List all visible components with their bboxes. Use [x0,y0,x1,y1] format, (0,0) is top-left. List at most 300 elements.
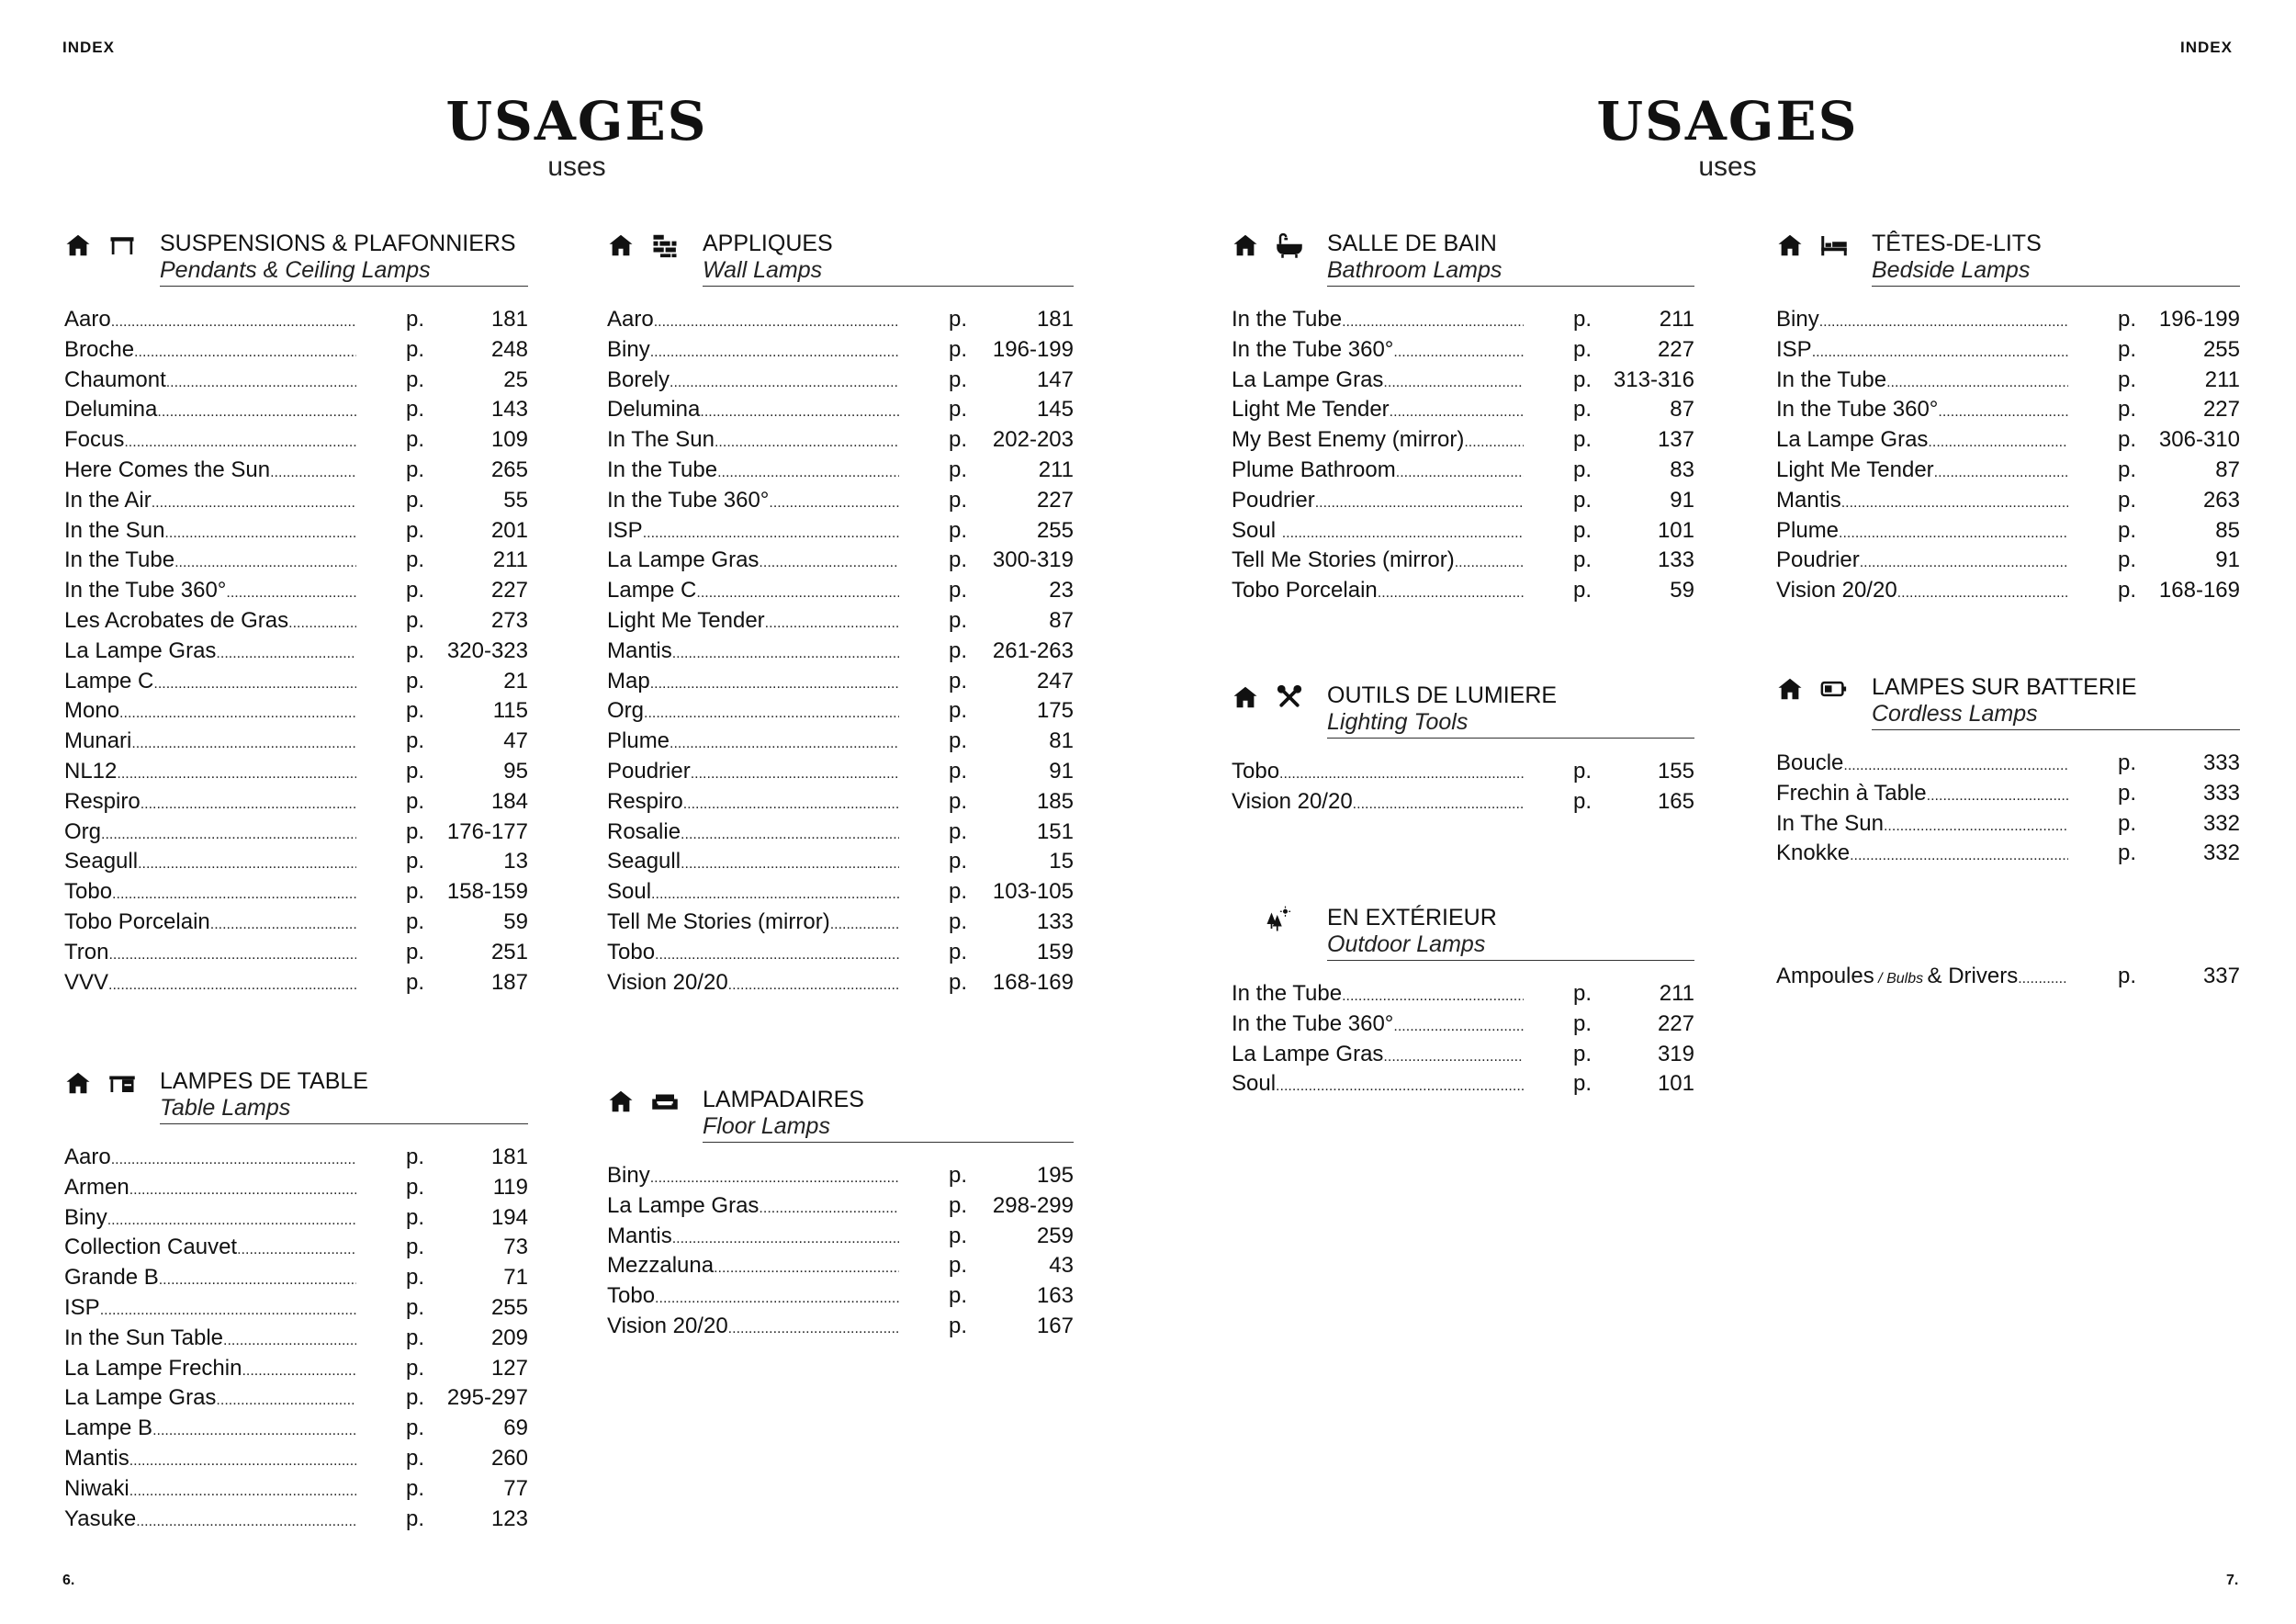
page-number: 159 [1036,939,1074,964]
section-rule [1327,738,1694,739]
page-prefix: p. [406,879,425,905]
entry-name: Mezzaluna ..... [607,1251,899,1283]
entry-name: Soul ..... [1232,1069,1524,1101]
section-icons [607,230,679,261]
index-entry [607,1281,1074,1312]
page-number: 87 [1049,607,1074,633]
page-number: 109 [490,427,528,453]
section-title-fr: LAMPES DE TABLE [160,1068,368,1094]
page-number: 260 [490,1445,528,1471]
home-icon [64,231,92,259]
page-number: 158-159 [446,879,528,905]
page-number: 181 [490,307,528,332]
page-prefix: p. [406,1265,425,1291]
index-entry [1232,456,1694,486]
page-number: 337 [2202,964,2240,988]
entry-name: Tobo Porcelain ..... [64,908,356,940]
index-entry [64,305,528,335]
index-entry [607,1251,1074,1281]
entry-name: In the Tube 360° ..... [1232,335,1524,367]
index-entry [1776,366,2240,396]
page-number: 73 [503,1235,528,1260]
section-outdoor-lamps [1232,904,1694,1097]
entry-list [607,305,1074,998]
entry-list [1776,305,2240,606]
section-title-en: Bedside Lamps [1872,257,2031,283]
page-number: 101 [1657,517,1694,543]
entry-name: In the Tube ..... [607,456,899,488]
page-number: 227 [1657,1010,1694,1036]
index-entry [1232,1040,1694,1070]
page-number: 168-169 [2158,578,2240,603]
page-number: 59 [1670,578,1694,603]
entry-name: Mono ..... [64,696,356,728]
page-prefix: p. [949,1163,968,1188]
section-rule [1327,960,1694,961]
page-prefix: p. [406,307,425,332]
page-number: 255 [1036,517,1074,543]
entry-name: Mantis ..... [1776,486,2068,518]
index-entry [64,1505,528,1535]
section-icons [64,1067,136,1099]
page-prefix: p. [949,668,968,694]
page-number: 319 [1657,1041,1694,1066]
page-prefix: p. [949,758,968,784]
page-prefix: p. [949,607,968,633]
index-entry [1232,787,1694,818]
page-number: 15 [1049,849,1074,874]
section-rule [160,286,528,287]
index-entry [607,425,1074,456]
index-entry [1776,456,2240,486]
entry-name: VVV ..... [64,968,356,1000]
page-number: 168-169 [992,969,1074,995]
page-prefix: p. [2118,840,2137,866]
index-entry [607,818,1074,848]
desk-icon [108,1069,136,1097]
page-number-left: 6. [62,1573,75,1588]
index-entry [64,847,528,877]
page-prefix: p. [406,1445,425,1471]
page-number: 332 [2202,840,2240,866]
entry-name: Tobo ..... [607,1281,899,1314]
brick-wall-icon [651,231,679,259]
entry-name: La Lampe Gras ..... [64,637,356,669]
page-number: 211 [2204,367,2240,392]
page-number: 211 [1659,981,1694,1006]
index-entry [1232,576,1694,606]
page-number: 71 [503,1265,528,1291]
page-prefix: p. [2118,810,2137,836]
entry-name: Yasuke ..... [64,1505,356,1537]
page-prefix: p. [406,397,425,423]
page-prefix: p. [949,1223,968,1248]
page-number: 255 [490,1294,528,1320]
entry-name: Frechin à Table ..... [1776,779,2068,811]
page-prefix: p. [2118,336,2137,362]
page-number: 248 [490,336,528,362]
entry-list [64,305,528,998]
index-entry [1776,546,2240,576]
index-entry [64,1143,528,1173]
section-header [1232,230,1694,285]
entry-name: Mantis ..... [607,1222,899,1254]
entry-name: In the Tube ..... [1232,305,1524,337]
index-entry [1232,395,1694,425]
page-prefix: p. [1573,547,1593,573]
entry-name: Tell Me Stories (mirror) ..... [1232,546,1524,578]
index-entry [607,606,1074,637]
entry-name: Soul ..... [1232,516,1524,548]
entry-name: In the Tube ..... [64,546,356,578]
index-entry [1232,757,1694,787]
entry-name: Mantis ..... [607,637,899,669]
index-entry [607,787,1074,818]
page-prefix: p. [2118,547,2137,573]
page-number: 211 [492,547,528,573]
entry-name: In the Sun ..... [64,516,356,548]
entry-name: Seagull ..... [607,847,899,879]
index-entry [1776,395,2240,425]
index-entry [607,968,1074,998]
page-number: 263 [2202,487,2240,513]
home-icon [607,1088,635,1115]
page-number: 91 [2215,547,2240,573]
index-entry [64,1474,528,1505]
index-entry [1776,516,2240,547]
entry-name: Les Acrobates de Gras ..... [64,606,356,638]
index-entry [64,576,528,606]
index-entry [607,456,1074,486]
section-title-fr: APPLIQUES [703,231,833,256]
page-prefix: p. [1573,759,1593,784]
page-prefix: p. [949,1192,968,1218]
section-rule [703,286,1074,287]
page-prefix: p. [406,908,425,934]
entry-name: Collection Cauvet ..... [64,1233,356,1265]
page-prefix: p. [949,517,968,543]
page-title-left [384,92,770,184]
page-number: 181 [1036,307,1074,332]
index-entry [607,516,1074,547]
page-number: 85 [2215,517,2240,543]
page-prefix: p. [2118,457,2137,482]
page-prefix: p. [1573,367,1593,392]
page-prefix: p. [1573,397,1593,423]
entry-name: NL12 ..... [64,757,356,789]
page-number: 133 [1657,547,1694,573]
page-number: 145 [1036,397,1074,423]
page-number: 123 [490,1506,528,1531]
index-entry [64,727,528,757]
entry-name: Lampe B ..... [64,1414,356,1446]
page-number: 25 [503,367,528,392]
page-number: 43 [1049,1253,1074,1279]
page-prefix: p. [2118,517,2137,543]
home-icon [1232,683,1259,711]
page-prefix: p. [1573,336,1593,362]
page-number: 47 [503,728,528,754]
page-number: 333 [2202,750,2240,775]
entry-name: Map ..... [607,667,899,699]
section-title [1327,904,1694,957]
entry-name: Aaro ..... [64,305,356,337]
page-number: 155 [1657,759,1694,784]
home-icon [607,231,635,259]
page-number: 95 [503,758,528,784]
entry-name: In the Tube 360° ..... [1232,1009,1524,1042]
index-entry [607,1161,1074,1191]
page-prefix: p. [406,487,425,513]
entry-name: Soul ..... [607,877,899,909]
index-entry [1232,486,1694,516]
entry-name: Vision 20/20 ..... [1776,576,2068,608]
entry-name: La Lampe Gras ..... [1776,425,2068,457]
page-prefix: p. [949,427,968,453]
index-entry [607,908,1074,938]
pendant-lamp-icon [108,231,136,259]
index-entry [64,516,528,547]
index-entry [64,395,528,425]
section-title-en: Floor Lamps [703,1113,830,1139]
entry-name: In the Sun Table ..... [64,1324,356,1356]
page-prefix: p. [1573,1071,1593,1097]
page-number: 69 [503,1415,528,1441]
page-prefix: p. [406,788,425,814]
page-number: 298-299 [992,1192,1074,1218]
index-entry [1232,546,1694,576]
page-prefix: p. [949,1253,968,1279]
page-prefix: p. [949,1283,968,1309]
index-entry [64,1203,528,1234]
sofa-icon [651,1088,679,1115]
index-entry [64,968,528,998]
entry-name: La Lampe Gras ..... [607,546,899,578]
page-number: 227 [1036,487,1074,513]
index-entry [1232,979,1694,1009]
entry-name: Aaro ..... [64,1143,356,1175]
page-prefix: p. [406,336,425,362]
section-icons [1232,230,1303,261]
page-prefix: p. [949,849,968,874]
page-prefix: p. [949,578,968,603]
entry-name: La Lampe Frechin ..... [64,1354,356,1386]
section-lighting-tools [1232,682,1694,814]
page-number: 265 [490,457,528,482]
index-entry [607,1191,1074,1222]
title-main: USAGES [445,90,708,152]
title-sub: uses [1698,152,1757,182]
entry-name: La Lampe Gras ..... [1232,366,1524,398]
page-prefix: p. [949,818,968,844]
page-number: 133 [1036,908,1074,934]
page-number: 115 [492,698,528,724]
page-prefix: p. [949,908,968,934]
page-number: 332 [2202,810,2240,836]
entry-list [607,1161,1074,1342]
section-title [1872,673,2240,727]
page-number: 181 [490,1145,528,1169]
page-number: 259 [1036,1223,1074,1248]
page-number: 187 [490,969,528,995]
section-title [160,230,528,283]
index-entry [607,1312,1074,1342]
entry-name: Tobo ..... [64,877,356,909]
entry-name: Delumina ..... [607,395,899,427]
trees-sun-icon [1265,906,1292,933]
index-entry [1776,576,2240,606]
page-prefix: p. [949,397,968,423]
tools-icon [1276,683,1303,711]
page-number: 21 [503,668,528,694]
page-prefix: p. [949,367,968,392]
page-prefix: p. [406,1235,425,1260]
index-entry [607,727,1074,757]
entry-list [1232,305,1694,606]
index-entry [607,877,1074,908]
entry-name: Focus ..... [64,425,356,457]
index-entry [1232,335,1694,366]
page-number: 273 [490,607,528,633]
section-header [64,1067,528,1122]
page-prefix: p. [949,939,968,964]
entry-name: Lampe C ..... [64,667,356,699]
entry-name: Armen ..... [64,1173,356,1205]
section-title-en: Pendants & Ceiling Lamps [160,257,431,283]
entry-name: Tobo ..... [1232,757,1524,789]
page-number: 227 [490,578,528,603]
index-entry [64,667,528,697]
page-prefix: p. [406,849,425,874]
page-prefix: p. [406,1294,425,1320]
section-title [703,230,1074,283]
page-prefix: p. [406,1385,425,1411]
page-title-right [1535,92,1920,184]
page-prefix: p. [1573,1010,1593,1036]
index-entry [1776,779,2240,809]
title-sub: uses [547,152,606,182]
entry-name: Org ..... [64,818,356,850]
page-number: 23 [1049,578,1074,603]
index-entry [64,1324,528,1354]
section-header [607,1086,1074,1141]
page-number: 59 [503,908,528,934]
section-title-fr: LAMPES SUR BATTERIE [1872,674,2137,700]
section-wall-lamps [607,230,1074,995]
page-prefix: p. [1573,788,1593,814]
page-number: 91 [1049,758,1074,784]
home-icon [1776,231,1804,259]
page-number: 81 [1049,728,1074,754]
index-entry [607,395,1074,425]
entry-name: In the Air ..... [64,486,356,518]
entry-name: ISP ..... [1776,335,2068,367]
entry-name: Tron ..... [64,938,356,970]
home-icon [1776,675,1804,703]
entry-name: In the Tube ..... [1776,366,2068,398]
section-header [1776,673,2240,728]
page-prefix: p. [406,818,425,844]
entry-name: Broche ..... [64,335,356,367]
index-entry [607,847,1074,877]
page-number: 184 [490,788,528,814]
entry-name: In The Sun ..... [1776,809,2068,841]
index-entry [64,877,528,908]
page-prefix: p. [1573,427,1593,453]
entry-list [64,1143,528,1534]
index-entry [64,1293,528,1324]
section-title-en: Wall Lamps [703,257,823,283]
section-title [1327,682,1694,735]
section-title-fr: TÊTES-DE-LITS [1872,231,2042,256]
home-icon [1232,231,1259,259]
section-header [1776,230,2240,285]
page-number: 333 [2202,780,2240,806]
index-entry [1776,839,2240,869]
section-suspensions [64,230,528,995]
entry-name: Biny ..... [607,1161,899,1193]
index-entry [607,305,1074,335]
section-title-en: Outdoor Lamps [1327,931,1486,957]
page-prefix: p. [949,969,968,995]
section-bedside-lamps [1776,230,2240,603]
page-number: 211 [1659,307,1694,332]
page-number: 151 [1036,818,1074,844]
index-entry [1232,425,1694,456]
section-title-fr: SALLE DE BAIN [1327,231,1497,256]
section-icons [1776,230,1848,261]
entry-name: Light Me Tender ..... [1232,395,1524,427]
page-number: 13 [503,849,528,874]
entry-name: Tell Me Stories (mirror) ..... [607,908,899,940]
entry-name: Seagull ..... [64,847,356,879]
page-prefix: p. [1573,487,1593,513]
page-number: 175 [1036,698,1074,724]
index-entry [64,366,528,396]
section-title-en: Lighting Tools [1327,709,1469,735]
entry-name: Tobo ..... [607,938,899,970]
page-number: 176-177 [446,818,528,844]
index-entry [64,1414,528,1444]
page-prefix: p. [949,457,968,482]
page-number: 163 [1036,1283,1074,1309]
page-number: 227 [2202,397,2240,423]
page-prefix: p. [406,1145,425,1169]
index-entry [607,637,1074,667]
entry-name: La Lampe Gras ..... [607,1191,899,1224]
entry-name: In the Tube 360° ..... [64,576,356,608]
page-number: 313-316 [1613,367,1694,392]
section-title-en: Cordless Lamps [1872,701,2038,727]
page-number: 300-319 [992,547,1074,573]
entry-name: In the Tube 360° ..... [607,486,899,518]
title-main: USAGES [1596,90,1859,152]
index-entry [64,637,528,667]
page-number: 211 [1038,457,1074,482]
entry-name: Rosalie ..... [607,818,899,850]
entry-name: Poudrier ..... [1232,486,1524,518]
index-entry [607,938,1074,968]
entry-name: Org ..... [607,696,899,728]
page-prefix: p. [2118,964,2137,988]
page-prefix: p. [406,758,425,784]
page-number: 306-310 [2158,427,2240,453]
entry-name: Respiro ..... [64,787,356,819]
section-title-fr: EN EXTÉRIEUR [1327,905,1497,930]
page-prefix: p. [2118,487,2137,513]
section-title-fr: OUTILS DE LUMIERE [1327,682,1558,708]
page-prefix: p. [406,578,425,603]
